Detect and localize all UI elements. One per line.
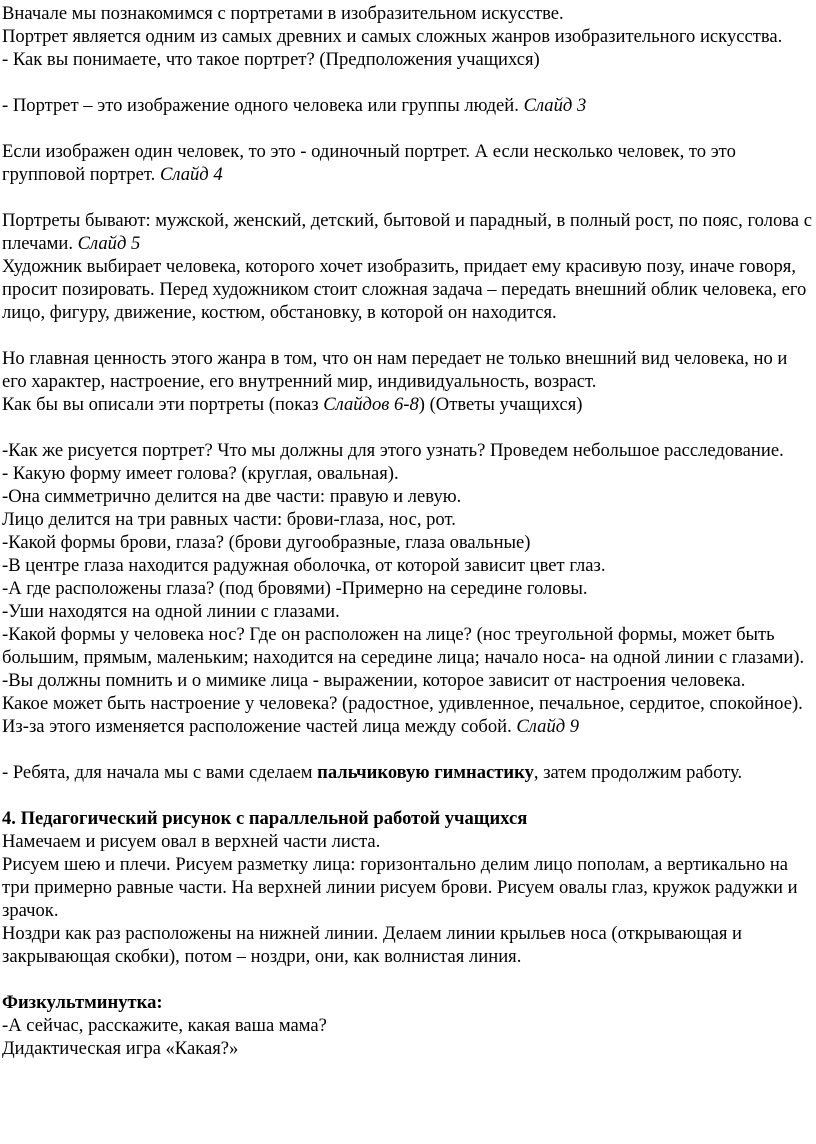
paragraph-oval: Намечаем и рисуем овал в верхней части листа. [2, 831, 381, 852]
paragraph-portrait-definition [2, 94, 814, 117]
paragraph-text: Какое может быть настроение у человека? (радостное, удивленное, печальное, сердитое, спокойное). Из-за этого изменяется расположение частей лица между собой. [2, 693, 803, 737]
blank-line [2, 784, 814, 807]
blank-line [2, 324, 814, 347]
paragraph-text: - Ребята, для начала мы с вами сделаем [2, 762, 318, 783]
paragraph-text: , затем продолжим работу. [533, 762, 743, 783]
paragraph-finger-gym [2, 761, 814, 784]
paragraph-portrait-types [2, 209, 814, 255]
slide-ref-3: Слайд 3 [523, 95, 587, 116]
bold-finger-gym: пальчиковую гимнастику [317, 762, 534, 783]
paragraph-text: ) (Ответы учащихся) [418, 394, 583, 415]
paragraph-text: - Портрет – это изображение одного человека или группы людей. [2, 95, 524, 116]
slide-ref-4: Слайд 4 [159, 164, 223, 185]
paragraph-brows-eyes: -Какой формы брови, глаза? (брови дугообразные, глаза овальные) [2, 532, 531, 553]
paragraph-didactic-game: Дидактическая игра «Какая?» [2, 1038, 239, 1059]
slide-ref-9: Слайд 9 [516, 716, 580, 737]
paragraph-text: Портреты бывают: мужской, женский, детский, бытовой и парадный, в полный рост, по пояс, голова с плечами. [2, 210, 812, 254]
paragraph-symmetry: -Она симметрично делится на две части: правую и левую. [2, 486, 462, 507]
paragraph-head-shape: - Какую форму имеет голова? (круглая, овальная). [2, 463, 399, 484]
blank-line [2, 186, 814, 209]
paragraph-mood [2, 692, 814, 738]
paragraph-how-drawn: -Как же рисуется портрет? Что мы должны для этого узнать? Проведем небольшое расследование. [2, 440, 784, 461]
paragraph-intro: Вначале мы познакомимся с портретами в изобразительном искусстве. [2, 3, 564, 24]
paragraph-text: Как бы вы описали эти портреты (показ [2, 394, 324, 415]
blank-line [2, 117, 814, 140]
paragraph-nostrils: Ноздри как раз расположены на нижней линии. Делаем линии крыльев носа (открывающая и закрывающая скобки), потом – ноздри, они, как волнистая линия. [2, 923, 742, 967]
blank-line [2, 968, 814, 991]
blank-line [2, 738, 814, 761]
slide-ref-5: Слайд 5 [77, 233, 141, 254]
paragraph-ears: -Уши находятся на одной линии с глазами. [2, 601, 340, 622]
paragraph-value: Но главная ценность этого жанра в том, что он нам передает не только внешний вид человека, но и его характер, настроение, его внутренний мир, индивидуальность, возраст. [2, 348, 788, 392]
paragraph-face-parts: Лицо делится на три равных части: брови-глаза, нос, рот. [2, 509, 456, 530]
blank-line [2, 416, 814, 439]
paragraph-single-group [2, 140, 814, 186]
paragraph-portrait-genre: Портрет является одним из самых древних и самых сложных жанров изобразительного искусства. [2, 26, 783, 47]
paragraph-mom: -А сейчас, расскажите, какая ваша мама? [2, 1015, 327, 1036]
paragraph-neck-markup: Рисуем шею и плечи. Рисуем разметку лица: горизонтально делим лицо пополам, а вертикально на три примерно равные части. На верхней линии рисуем брови. Рисуем овалы глаз, кружок радужки и зрачок. [2, 854, 798, 921]
paragraph-mimicry: -Вы должны помнить и о мимике лица - выражении, которое зависит от настроения человека. [2, 670, 746, 691]
paragraph-eyes-position: -А где расположены глаза? (под бровями) -Примерно на середине головы. [2, 578, 588, 599]
paragraph-nose: -Какой формы у человека нос? Где он расположен на лице? (нос треугольной формы, может быть большим, прямым, маленьким; находится на середине лица; начало носа- на одной линии с глазами). [2, 624, 805, 668]
paragraph-describe [2, 393, 814, 416]
heading-fizkultminutka: Физкультминутка: [2, 992, 163, 1013]
blank-line [2, 71, 814, 94]
paragraph-iris: -В центре глаза находится радужная оболочка, от которой зависит цвет глаз. [2, 555, 606, 576]
document-page [2, 2, 814, 1060]
paragraph-question-portrait: - Как вы понимаете, что такое портрет? (Предположения учащихся) [2, 49, 540, 70]
paragraph-artist: Художник выбирает человека, которого хочет изобразить, придает ему красивую позу, иначе говоря, просит позировать. Перед художником стоит сложная задача – передать внешний облик человека, его лицо, фигуру, движение, костюм, обстановку, в которой он находится. [2, 256, 807, 323]
section-heading-4: 4. Педагогический рисунок с параллельной работой учащихся [2, 808, 528, 829]
slide-ref-6-8: Слайдов 6-8 [323, 394, 419, 415]
paragraph-text: Если изображен один человек, то это - одиночный портрет. А если несколько человек, то это групповой портрет. [2, 141, 736, 185]
